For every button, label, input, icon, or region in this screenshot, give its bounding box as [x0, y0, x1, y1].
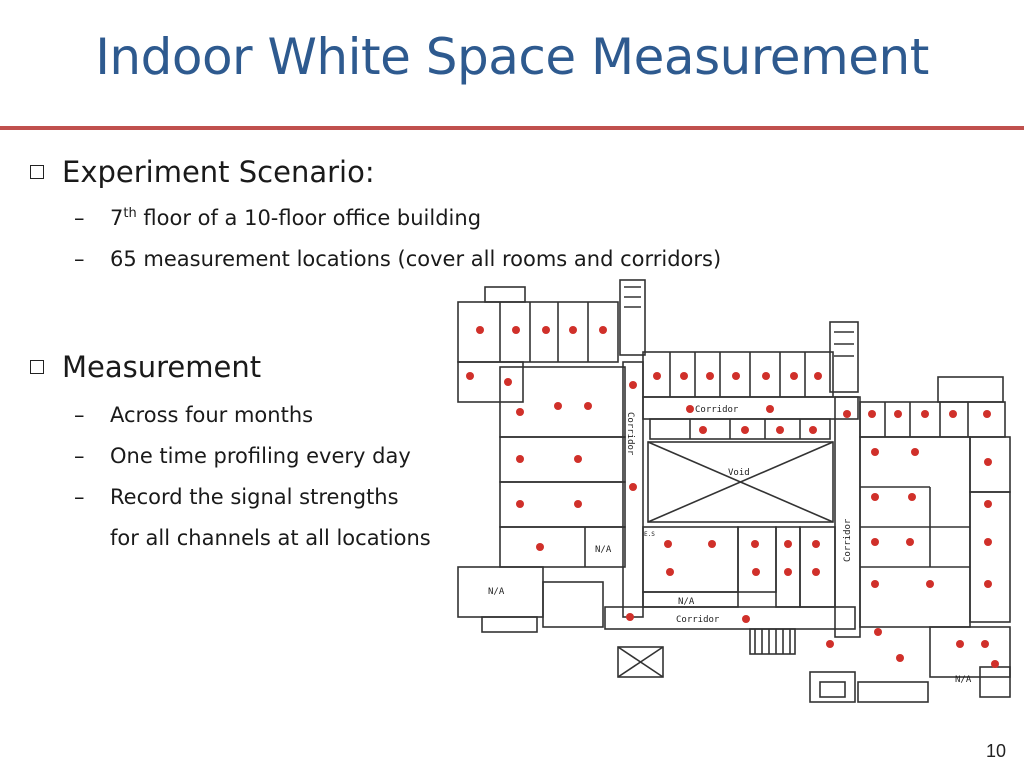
measurement-location-marker: [812, 568, 820, 576]
corridor-bottom-label: Corridor: [676, 615, 720, 625]
dash-icon: –: [74, 485, 85, 509]
measurement-location-marker: [926, 580, 934, 588]
measurement-location-marker: [874, 628, 882, 636]
measurement-location-marker: [680, 372, 688, 380]
measurement-location-marker: [504, 378, 512, 386]
dash-icon: –: [74, 444, 85, 468]
floor-plan-image: [440, 272, 1024, 727]
measurement-location-marker: [629, 483, 637, 491]
na-label-3: N/A: [678, 597, 695, 607]
bullet-item-locations: – 65 measurement locations (cover all rooms and corridors): [74, 247, 722, 271]
measurement-location-marker: [814, 372, 822, 380]
measurement-location-marker: [699, 426, 707, 434]
bullet-item-daily: – One time profiling every day: [74, 444, 411, 468]
measurement-location-marker: [871, 493, 879, 501]
bullet-item-floor: – 7th floor of a 10-floor office building: [74, 206, 482, 230]
measurement-location-marker: [653, 372, 661, 380]
measurement-location-marker: [664, 540, 672, 548]
measurement-location-marker: [871, 538, 879, 546]
measurement-location-marker: [984, 538, 992, 546]
corridor-top-label: Corridor: [695, 405, 739, 415]
measurement-location-marker: [536, 543, 544, 551]
measurement-location-marker: [984, 580, 992, 588]
bullet-item-record-cont: for all channels at all locations: [110, 526, 431, 550]
dash-icon: –: [74, 403, 85, 427]
measurement-location-marker: [584, 402, 592, 410]
measurement-location-marker: [776, 426, 784, 434]
measurement-location-marker: [666, 568, 674, 576]
square-bullet-icon: [30, 165, 44, 179]
measurement-location-marker: [708, 540, 716, 548]
slide-title: Indoor White Space Measurement: [95, 28, 929, 86]
measurement-location-marker: [991, 660, 999, 668]
measurement-location-marker: [574, 500, 582, 508]
bullet-item-record: – Record the signal strengths: [74, 485, 399, 509]
measurement-location-marker: [896, 654, 904, 662]
na-label-1: N/A: [595, 545, 612, 555]
measurement-location-marker: [843, 410, 851, 418]
measurement-location-marker: [599, 326, 607, 334]
bullet-item-months: – Across four months: [74, 403, 314, 427]
title-divider: [0, 126, 1024, 130]
measurement-location-marker: [949, 410, 957, 418]
measurement-location-marker: [554, 402, 562, 410]
measurement-location-marker: [984, 458, 992, 466]
measurement-location-marker: [466, 372, 474, 380]
measurement-location-marker: [574, 455, 582, 463]
na-label-4: N/A: [955, 675, 972, 685]
measurement-location-marker: [516, 408, 524, 416]
measurement-location-marker: [732, 372, 740, 380]
measurement-markers: [466, 326, 999, 668]
measurement-location-marker: [542, 326, 550, 334]
measurement-location-marker: [706, 372, 714, 380]
measurement-location-marker: [906, 538, 914, 546]
dash-icon: –: [74, 247, 85, 271]
measurement-location-marker: [871, 448, 879, 456]
void-label: Void: [728, 468, 750, 478]
measurement-location-marker: [686, 405, 694, 413]
measurement-location-marker: [516, 455, 524, 463]
measurement-location-marker: [826, 640, 834, 648]
measurement-location-marker: [629, 381, 637, 389]
measurement-location-marker: [784, 568, 792, 576]
square-bullet-icon: [30, 360, 44, 374]
measurement-location-marker: [911, 448, 919, 456]
measurement-location-marker: [751, 540, 759, 548]
corridor-left-label: Corridor: [625, 412, 635, 456]
bullet-heading-scenario: Experiment Scenario:: [30, 155, 375, 189]
measurement-location-marker: [894, 410, 902, 418]
measurement-location-marker: [868, 410, 876, 418]
measurement-location-marker: [741, 426, 749, 434]
corridor-right-label: Corridor: [843, 518, 853, 562]
measurement-location-marker: [908, 493, 916, 501]
na-label-2: N/A: [488, 587, 505, 597]
measurement-location-marker: [742, 615, 750, 623]
measurement-location-marker: [809, 426, 817, 434]
measurement-location-marker: [921, 410, 929, 418]
es-label: E.S: [644, 531, 655, 538]
measurement-location-marker: [784, 540, 792, 548]
floor-plan-labels: [488, 405, 972, 685]
measurement-location-marker: [766, 405, 774, 413]
measurement-location-marker: [984, 500, 992, 508]
measurement-location-marker: [626, 613, 634, 621]
dash-icon: –: [74, 206, 85, 230]
measurement-location-marker: [983, 410, 991, 418]
measurement-location-marker: [476, 326, 484, 334]
floor-plan-drawing: [440, 272, 1024, 727]
measurement-location-marker: [512, 326, 520, 334]
page-number: 10: [985, 741, 1006, 761]
measurement-location-marker: [956, 640, 964, 648]
measurement-location-marker: [812, 540, 820, 548]
measurement-location-marker: [790, 372, 798, 380]
measurement-location-marker: [516, 500, 524, 508]
measurement-location-marker: [752, 568, 760, 576]
measurement-location-marker: [762, 372, 770, 380]
measurement-location-marker: [569, 326, 577, 334]
measurement-location-marker: [981, 640, 989, 648]
floor-plan-walls: [458, 280, 1010, 702]
measurement-location-marker: [871, 580, 879, 588]
bullet-heading-measurement: Measurement: [30, 350, 261, 384]
